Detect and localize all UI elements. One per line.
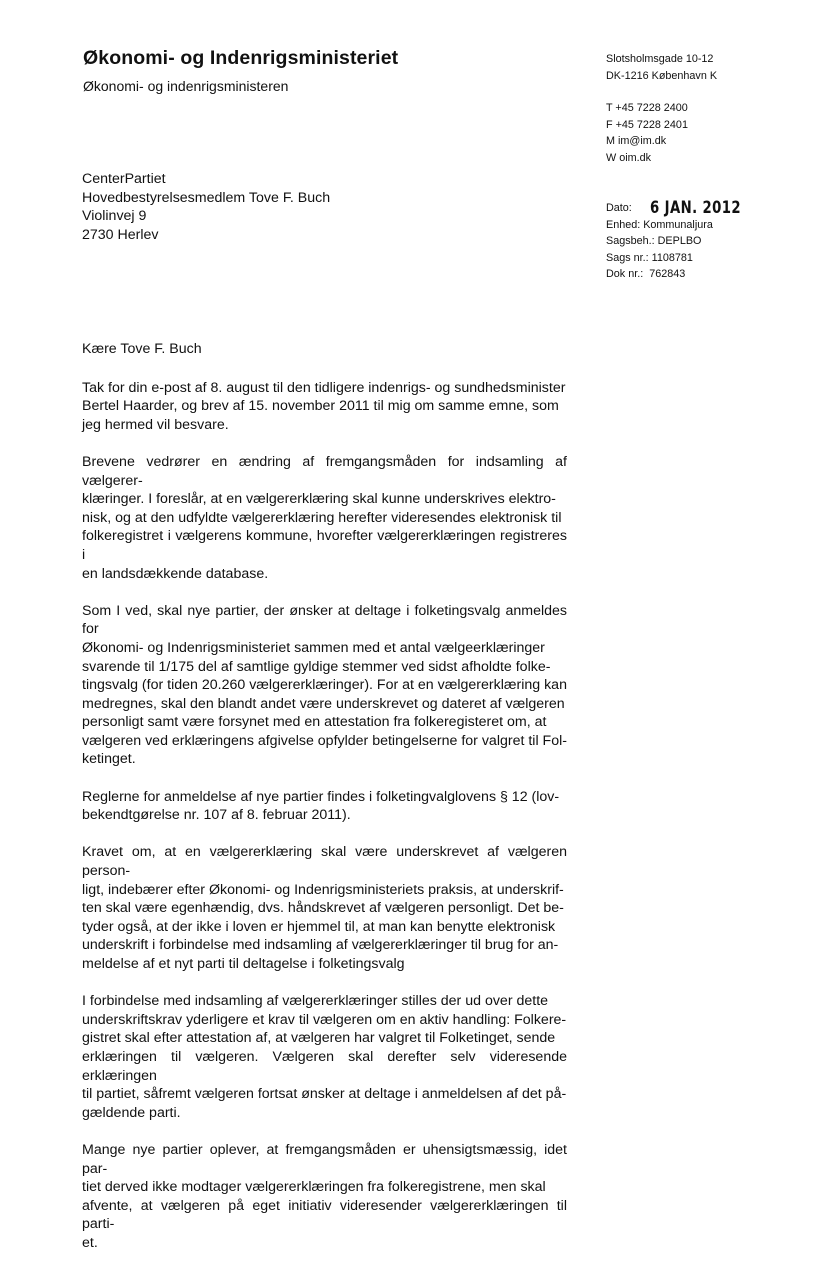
body-paragraph (82, 602, 567, 769)
body-line: nisk, og at den udfyldte vælgererklæring herefter videresendes elektronisk til (82, 509, 562, 526)
body-line: klæringer. I foreslår, at en vælgererklæring skal kunne underskrives elektro- (82, 491, 556, 508)
body-line: meldelse af et nyt parti til deltagelse i folketingsvalg (82, 956, 405, 972)
body-line: jeg hermed vil besvare. (82, 416, 229, 433)
body-line: til partiet, såfremt vælgeren fortsat ønsker at deltage i anmeldelsen af det på- (82, 1086, 567, 1103)
body-line: Økonomi- og Indenrigsministeriet sammen med et antal vælgeerklæringer (82, 639, 545, 656)
recipient-street: Violinvej 9 (82, 208, 147, 225)
body-line: svarende til 1/175 del af samtlige gyldige stemmer ved sidst afholdte folke- (82, 658, 551, 675)
date-line (606, 200, 767, 217)
body-line: personligt samt være forsynet med en attestation fra folkeregisteret om, at (82, 714, 547, 731)
sender-address (606, 51, 717, 84)
case-number-line: Sags nr.: 1108781 (606, 251, 693, 264)
body-line: ketinget. (82, 751, 136, 768)
body-line: Bertel Haarder, og brev af 15. november 2011 til mig om samme emne, som (82, 398, 559, 415)
handler-line: Sagsbeh.: DEPLBO (606, 235, 702, 248)
body-paragraph (82, 843, 567, 973)
body-line: et. (82, 1234, 98, 1251)
date-stamp: 6 JAN. 2012 (650, 198, 741, 218)
body-line: vælgeren ved erklæringens afgivelse opfylder betingelserne for valgret til Fol- (82, 732, 567, 749)
body-line: underskrift i forbindelse med indsamling af vælgererklæringer til brug for an- (82, 937, 559, 954)
body-line: gistret skal efter attestation af, at vælgeren har valgret til Folketinget, sende (82, 1030, 556, 1047)
body-paragraph (82, 992, 567, 1122)
body-line: Som I ved, skal nye partier, der ønsker at deltage i folketingsvalg anmeldes for (82, 602, 567, 638)
body-line: en landsdækkende database. (82, 565, 269, 582)
sender-email: M im@im.dk (606, 135, 667, 148)
letter-paragraphs (82, 379, 567, 1253)
body-line: medregnes, skal den blandt andet være underskrevet og dateret af vælgeren (82, 695, 565, 712)
recipient-address (82, 170, 330, 244)
recipient-postal-city: 2730 Herlev (82, 226, 159, 243)
unit-line: Enhed: Kommunaljura (606, 218, 713, 231)
case-meta (606, 200, 767, 283)
sender-postal-city: DK-1216 København K (606, 69, 718, 82)
body-paragraph (82, 453, 567, 583)
sender-contact (606, 100, 688, 166)
sender-web: W oim.dk (606, 151, 651, 164)
recipient-name: Hovedbestyrelsesmedlem Tove F. Buch (82, 189, 331, 206)
body-line: Kravet om, at en vælgererklæring skal være underskrevet af vælgeren person- (82, 844, 567, 880)
body-line: I forbindelse med indsamling af vælgererklæringer stilles der ud over dette (82, 993, 549, 1010)
body-line: afvente, at vælgeren på eget initiativ videresender vælgererklæringen til parti- (82, 1197, 567, 1233)
sender-phone: T +45 7228 2400 (606, 102, 688, 114)
body-paragraph (82, 788, 567, 825)
body-line: Brevene vedrører en ændring af fremgangsmåden for indsamling af vælgerer- (82, 453, 567, 489)
body-line: Reglerne for anmeldelse af nye partier findes i folketingvalglovens § 12 (lov- (82, 788, 560, 805)
sender-fax: F +45 7228 2401 (606, 118, 688, 131)
body-line: tyder også, at der ikke i loven er hjemmel til, at man kan benytte elektronisk (82, 918, 556, 935)
sender-street: Slotsholmsgade 10-12 (606, 53, 714, 65)
body-line: tiet derved ikke modtager vælgererklæringen fra folkeregistrene, men skal (82, 1179, 546, 1196)
letter-body (82, 340, 567, 1271)
recipient-organization: CenterPartiet (82, 171, 166, 187)
body-line: erklæringen til vælgeren. Vælgeren skal derefter selv videresende erklæringen (82, 1048, 567, 1084)
body-line: bekendtgørelse nr. 107 af 8. februar 2011). (82, 807, 351, 824)
ministry-name: Økonomi- og Indenrigsministeriet (83, 47, 399, 69)
body-line: Tak for din e-post af 8. august til den tidligere indenrigs- og sundhedsminister (82, 379, 566, 396)
body-line: gældende parti. (82, 1104, 181, 1121)
body-line: folkeregistret i vælgerens kommune, hvorefter vælgererklæringen registreres i (82, 528, 567, 563)
body-paragraph (82, 379, 567, 435)
salutation: Kære Tove F. Buch (82, 341, 202, 357)
body-paragraph (82, 1141, 567, 1253)
body-line: Mange nye partier oplever, at fremgangsmåden er uhensigtsmæssig, idet par- (82, 1141, 567, 1177)
doc-number-line: Dok nr.: 762843 (606, 268, 686, 281)
body-line: underskriftskrav yderligere et krav til vælgeren om en aktiv handling: Folkere- (82, 1011, 567, 1028)
body-line: ligt, indebærer efter Økonomi- og Indenrigsministeriets praksis, at underskrif- (82, 881, 564, 898)
body-line: tingsvalg (for tiden 20.260 vælgererklæringer). For at en vælgererklæring kan (82, 677, 567, 694)
body-line: ten skal være egenhændig, dvs. håndskrevet af vælgeren personligt. Det be- (82, 900, 564, 917)
date-label: Dato: (606, 202, 632, 214)
minister-title: Økonomi- og indenrigsministeren (83, 78, 289, 94)
